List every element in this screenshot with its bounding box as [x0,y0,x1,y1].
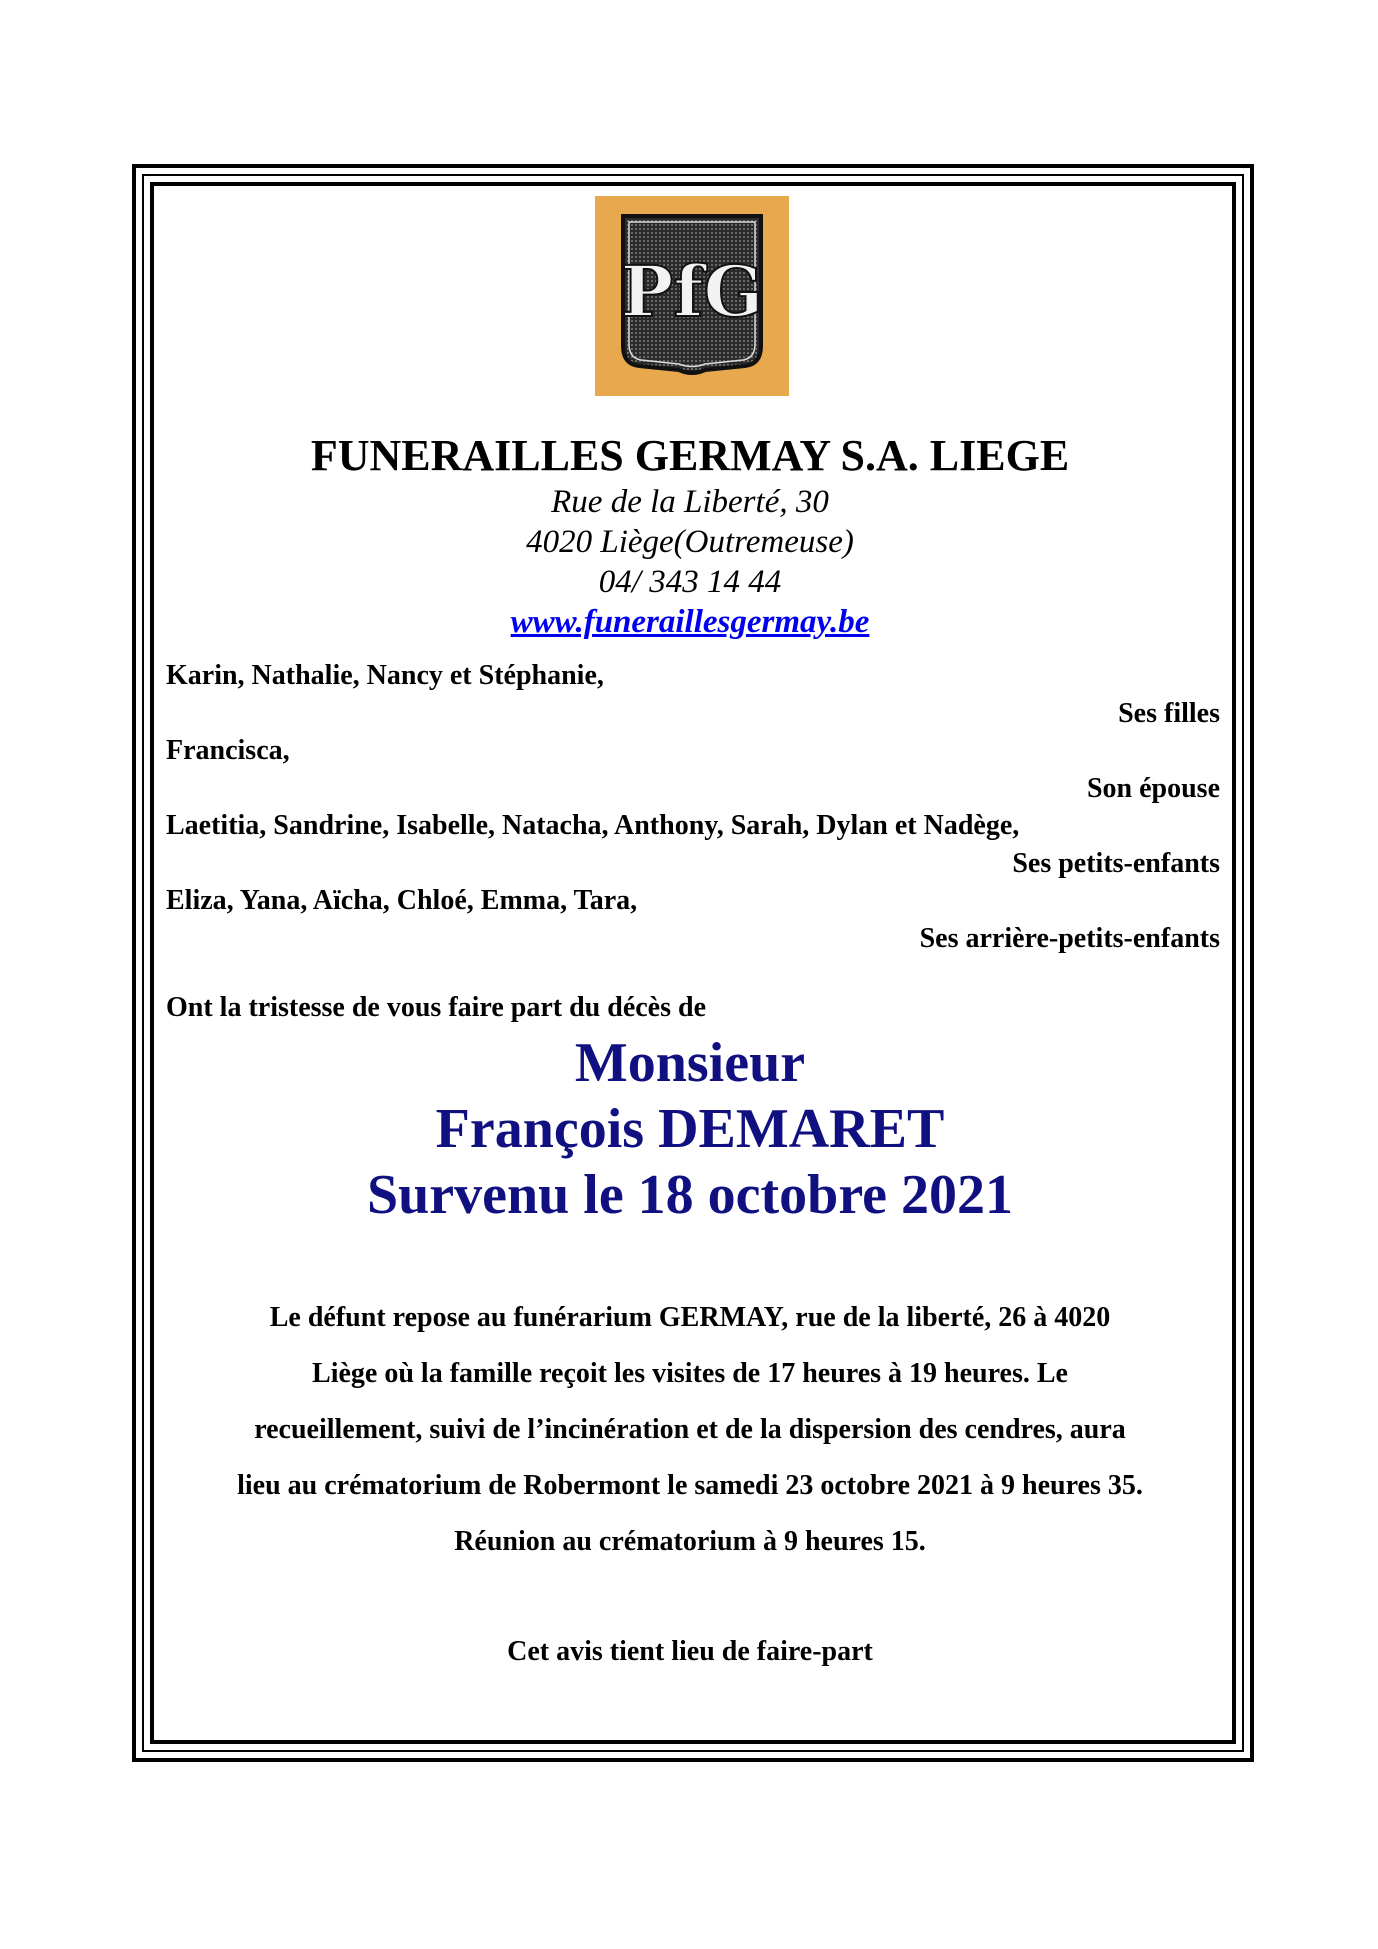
details-line: Réunion au crématorium à 9 heures 15. [454,1526,926,1557]
phone-number: 04/ 343 14 44 [598,564,782,600]
deceased-name: François DEMARET [435,1098,945,1160]
deceased-title: Monsieur [574,1032,806,1094]
company-logo [595,196,789,396]
family-names-daughters: Karin, Nathalie, Nancy et Stéphanie, [166,660,604,691]
family-names-wife: Francisca, [166,735,290,766]
details-line: lieu au crématorium de Robermont le samedi 23 octobre 2021 à 9 heures 35. [237,1470,1143,1501]
company-name: FUNERAILLES GERMAY S.A. LIEGE [310,431,1070,480]
death-date: Survenu le 18 octobre 2021 [366,1164,1014,1226]
closing-note: Cet avis tient lieu de faire-part [507,1636,873,1667]
deceased-block [160,1030,1220,1228]
family-relation-daughters: Ses filles [1118,697,1220,729]
address-street: Rue de la Liberté, 30 [551,484,829,520]
family-list [166,657,1220,957]
company-header [160,430,1220,642]
family-relation-great-grandchildren: Ses arrière-petits-enfants [919,922,1220,954]
details-line: recueillement, suivi de l’incinération et de la dispersion des cendres, aura [254,1414,1126,1445]
family-names-great-grandchildren: Eliza, Yana, Aïcha, Chloé, Emma, Tara, [166,885,638,916]
announcement-intro: Ont la tristesse de vous faire part du décès de [166,992,706,1023]
family-relation-wife: Son épouse [1086,772,1220,804]
family-relation-grandchildren: Ses petits-enfants [1012,847,1220,879]
family-names-grandchildren: Laetitia, Sandrine, Isabelle, Natacha, Anthony, Sarah, Dylan et Nadège, [166,810,1020,841]
website-link[interactable]: www.funeraillesgermay.be [510,604,870,640]
logo-lettering: PfG [620,250,764,333]
address-city: 4020 Liège(Outremeuse) [526,524,854,560]
details-line: Liège où la famille reçoit les visites de 17 heures à 19 heures. Le [312,1358,1068,1389]
ceremony-details [160,1290,1220,1570]
details-line: Le défunt repose au funérarium GERMAY, rue de la liberté, 26 à 4020 [269,1302,1111,1333]
